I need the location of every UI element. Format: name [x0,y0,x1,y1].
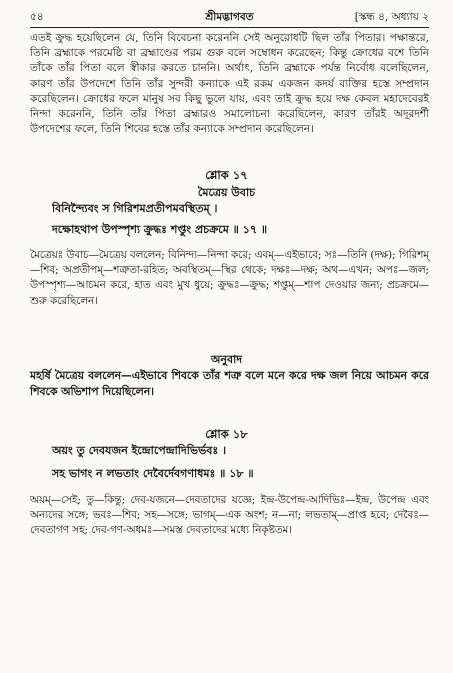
purport-paragraph: এতই ক্রুদ্ধ হয়েছিলেন যে, তিনি বিবেচনা করেননি সেই অনুরোধটি ছিল তাঁর পিতার। পক্ষান্তরে, তিনি ব্রহ্মাকে পরমেষ্ঠি বা ব্রহ্মাণ্ডের পরম গুরু বলে সম্বোধন করেছেন; কিন্তু ক্রোধের বশে তিনি তাঁকে তাঁর পিতা বলে স্বীকার করতে চাননি। অর্থাৎ, তিনি ব্রহ্মাকে পর্যন্ত নির্বোধ বলেছিলেন, কারণ তাঁর উপদেশে তিনি তাঁর সুন্দরী কন্যাকে এই রকম একজন কদর্য ব্যক্তির হস্তে সম্প্রদান করেছিলেন। ক্রোধের ফলে মানুষ সব কিছু ভুলে যায়, এবং তাই ক্রুদ্ধ হয়ে দক্ষ কেবল মহাদেবেরই নিন্দা করেননি, তিনি তাঁর পিতা ব্রহ্মারও সমালোচনা করেছিলেন, কারণ তাঁরই অদূরদর্শী উপদেশের ফলে, তিনি শিবের হস্তে তাঁর কন্যাকে সম্প্রদান করেছিলেন। [30,32,429,136]
verse-17-line-1: বিনিন্দ্যৈবং স গিরিশমপ্রতীপমবস্থিতম্ । [52,202,218,215]
verse-18-heading: শ্লোক ১৮ [205,427,248,441]
page-header [30,10,429,26]
verse-18-synonyms: অয়ম্—সেই; তু—কিন্তু; দেব-যজনে—দেবতাদের যজ্ঞে; ইন্দ্র-উপেন্দ্র-আদিভিঃ—ইন্দ্র, উপেন্দ্র এবং অন্যদের সঙ্গে; ভবঃ—শিব; সহ—সঙ্গে; ভাগম্—এক অংশ; ন—না; লভতাম্—প্রাপ্ত হবে; দেবৈঃ—দেবতাগণ সহ; দেব-গণ-অধমঃ—সমস্ত দেবতাদের মধ্যে নিকৃষ্টতম। [30,494,429,537]
verse-17-line-2: দক্ষোহথাপ উপস্পৃশ্য ক্রুদ্ধঃ শপ্তুং প্রচক্রমে ॥ ১৭ ॥ [52,223,268,236]
verse-18-line-1: অয়ং তু দেবযজন ইন্দ্রোপেন্দ্রাদিভির্ভবঃ । [52,444,227,457]
book-title: শ্রীমদ্ভাগবত [205,11,254,23]
verse-17-synonyms: মৈত্রেয়ঃ উবাচ—মৈত্রেয় বললেন; বিনিন্দ্য—নিন্দা করে; এবম্—এইভাবে; সঃ—তিনি (দক্ষ); গিরিশম্—শিব; অপ্রতীপম্—শত্রুতা-রহিত; অবস্থিতম্—স্থির থেকে; দক্ষঃ—দক্ষ; অথ—এখন; অপঃ—জল; উপস্পৃশ্য—আচমন করে, হাত এবং মুখ ধুয়ে; ক্রুদ্ধঃ—ক্রুদ্ধ; শপ্তুম্—শাপ দেওয়ার জন্য; প্রচক্রমে—শুরু করেছিলেন। [30,249,430,307]
chapter-reference: [স্কন্ধ ৪, অধ্যায় ২ [354,11,429,23]
translation-heading: অনুবাদ [210,353,243,366]
verse-18-line-2: সহ ভাগং ন লভতাং দেবৈর্দেবগণাধমঃ ॥ ১৮ ॥ [52,467,254,480]
verse-17-translation: মহর্ষি মৈত্রেয় বললেন—এইভাবে শিবকে তাঁর শত্রু বলে মনে করে দক্ষ জল নিয়ে আচমন করে শিবকে অভিশাপ দিয়েছিলেন। [30,369,429,398]
verse-17-heading: শ্লোক ১৭ [205,168,248,182]
header-divider [30,27,429,28]
page-number: ৫৪ [30,11,44,23]
verse-17-speaker: মৈত্রেয় উবাচ [197,186,256,199]
